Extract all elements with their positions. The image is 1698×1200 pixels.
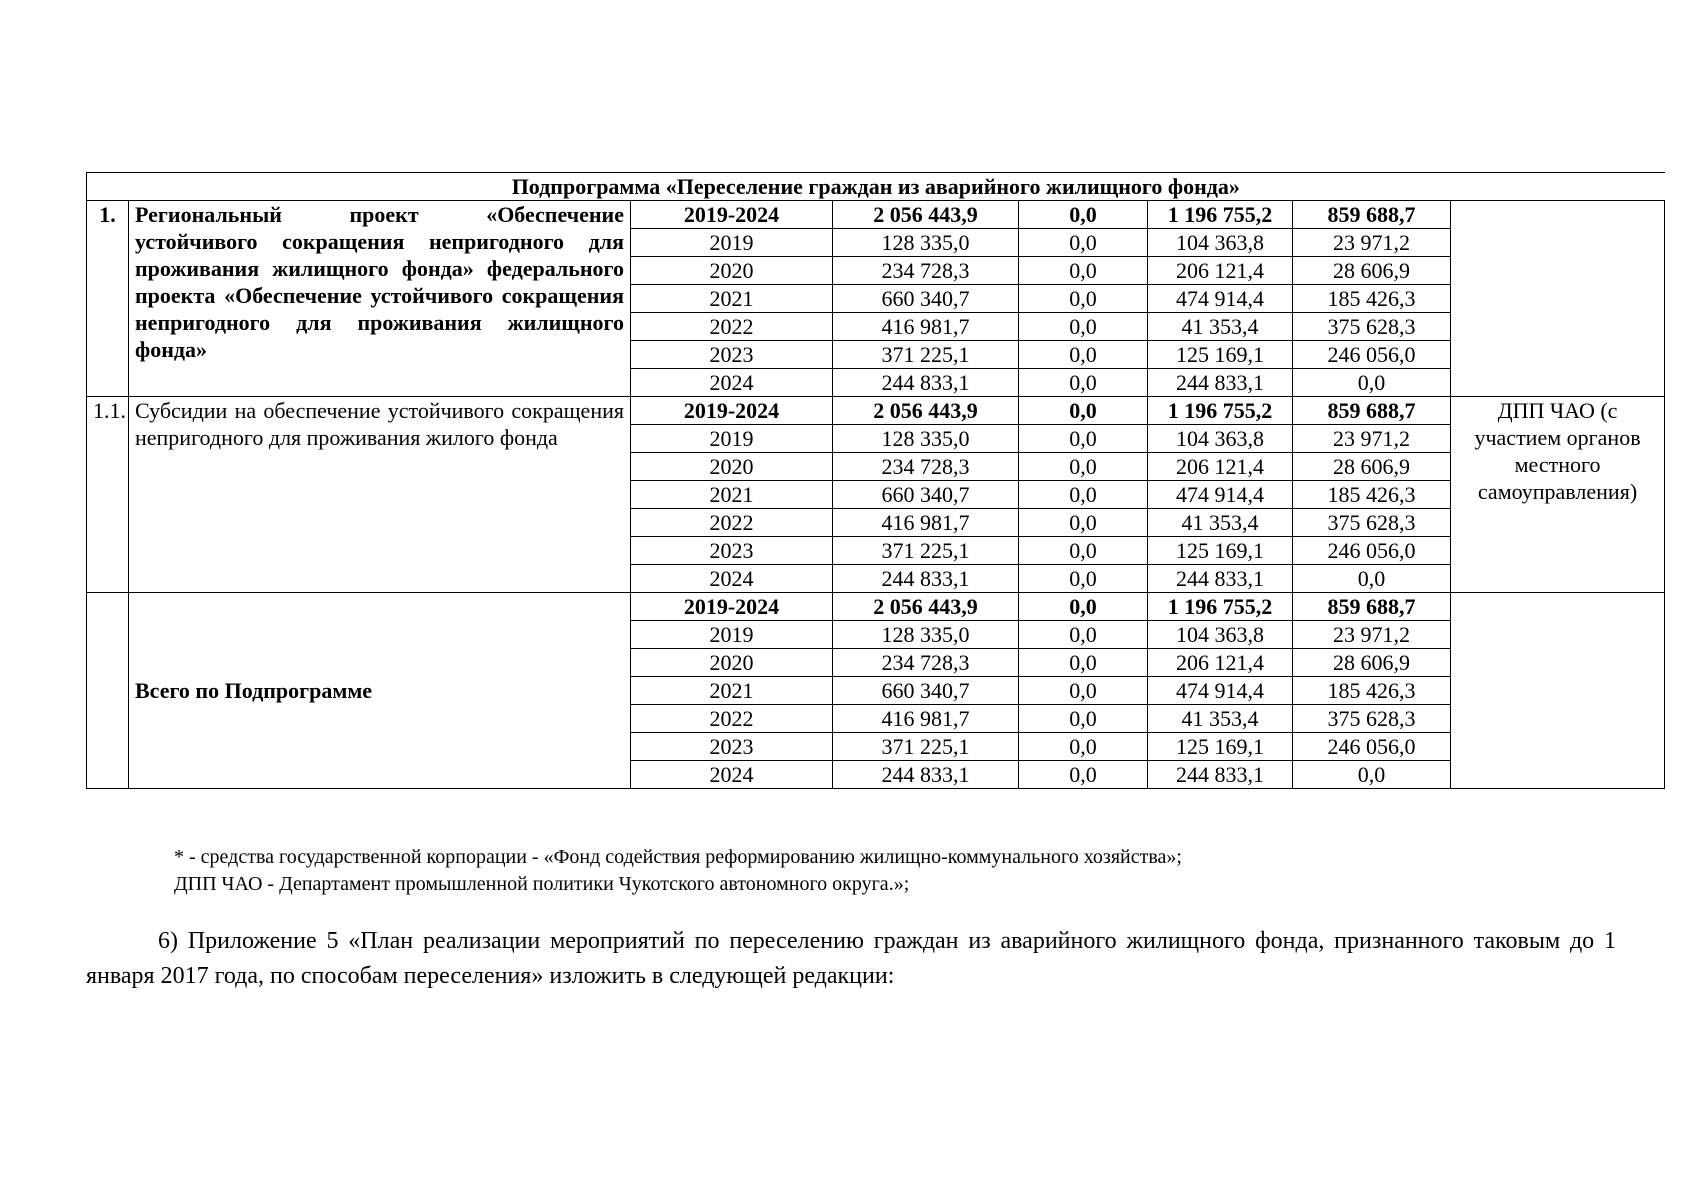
total-amount-cell: 660 340,7	[833, 481, 1019, 509]
total-amount-cell: 2 056 443,9	[833, 397, 1019, 425]
total-amount-cell: 371 225,1	[833, 537, 1019, 565]
federal-amount-cell: 1 196 755,2	[1148, 201, 1293, 229]
fund-amount-cell: 0,0	[1019, 621, 1148, 649]
regional-amount-cell: 0,0	[1293, 565, 1451, 593]
fund-amount-cell: 0,0	[1019, 397, 1148, 425]
total-amount-cell: 244 833,1	[833, 369, 1019, 397]
federal-amount-cell: 104 363,8	[1148, 425, 1293, 453]
footnotes	[174, 844, 1182, 898]
fund-amount-cell: 0,0	[1019, 509, 1148, 537]
regional-amount-cell: 859 688,7	[1293, 201, 1451, 229]
total-label: Всего по Подпрограмме	[129, 593, 631, 789]
responsible-executor: ДПП ЧАО (с участием органов местного самоуправления)	[1451, 397, 1665, 593]
regional-amount-cell: 185 426,3	[1293, 481, 1451, 509]
federal-amount-cell: 104 363,8	[1148, 621, 1293, 649]
period-cell: 2022	[631, 509, 833, 537]
period-cell: 2022	[631, 313, 833, 341]
total-amount-cell: 234 728,3	[833, 453, 1019, 481]
period-cell: 2023	[631, 733, 833, 761]
period-cell: 2021	[631, 677, 833, 705]
federal-amount-cell: 206 121,4	[1148, 257, 1293, 285]
table-title-row	[87, 173, 1665, 201]
federal-amount-cell: 244 833,1	[1148, 761, 1293, 789]
regional-amount-cell: 23 971,2	[1293, 621, 1451, 649]
regional-amount-cell: 185 426,3	[1293, 285, 1451, 313]
federal-amount-cell: 206 121,4	[1148, 453, 1293, 481]
period-cell: 2020	[631, 453, 833, 481]
fund-amount-cell: 0,0	[1019, 453, 1148, 481]
federal-amount-cell: 474 914,4	[1148, 481, 1293, 509]
federal-amount-cell: 125 169,1	[1148, 733, 1293, 761]
period-cell: 2021	[631, 285, 833, 313]
total-amount-cell: 244 833,1	[833, 565, 1019, 593]
period-cell: 2023	[631, 341, 833, 369]
fund-amount-cell: 0,0	[1019, 537, 1148, 565]
federal-amount-cell: 125 169,1	[1148, 537, 1293, 565]
period-cell: 2024	[631, 761, 833, 789]
fund-amount-cell: 0,0	[1019, 649, 1148, 677]
fund-amount-cell: 0,0	[1019, 733, 1148, 761]
regional-amount-cell: 23 971,2	[1293, 425, 1451, 453]
federal-amount-cell: 1 196 755,2	[1148, 593, 1293, 621]
amendment-paragraph	[86, 924, 1616, 994]
fund-amount-cell: 0,0	[1019, 761, 1148, 789]
federal-amount-cell: 1 196 755,2	[1148, 397, 1293, 425]
period-cell: 2020	[631, 649, 833, 677]
regional-amount-cell: 375 628,3	[1293, 313, 1451, 341]
amendment-text: 6) Приложение 5 «План реализации мероприятий по переселению граждан из аварийного жилищного фонда, признанного таковым до 1 января 2017 года, по способам переселения» изложить в следующей редакции:	[86, 928, 1616, 989]
regional-amount-cell: 28 606,9	[1293, 257, 1451, 285]
total-amount-cell: 416 981,7	[833, 509, 1019, 537]
total-amount-cell: 416 981,7	[833, 313, 1019, 341]
period-cell: 2019-2024	[631, 201, 833, 229]
fund-amount-cell: 0,0	[1019, 285, 1148, 313]
regional-amount-cell: 185 426,3	[1293, 677, 1451, 705]
total-amount-cell: 128 335,0	[833, 229, 1019, 257]
regional-amount-cell: 28 606,9	[1293, 649, 1451, 677]
period-cell: 2024	[631, 369, 833, 397]
period-cell: 2024	[631, 565, 833, 593]
section-label: Региональный проект «Обеспечение устойчивого сокращения непригодного для проживания жилищного фонда» федерального проекта «Обеспечение устойчивого сокращения непригодного для проживания жилищного фонда»	[129, 201, 631, 397]
fund-amount-cell: 0,0	[1019, 705, 1148, 733]
period-cell: 2019	[631, 425, 833, 453]
fund-amount-cell: 0,0	[1019, 341, 1148, 369]
table-row	[87, 593, 1665, 621]
federal-amount-cell: 125 169,1	[1148, 341, 1293, 369]
fund-amount-cell: 0,0	[1019, 425, 1148, 453]
total-amount-cell: 244 833,1	[833, 761, 1019, 789]
responsible-executor	[1451, 201, 1665, 397]
total-amount-cell: 416 981,7	[833, 705, 1019, 733]
total-amount-cell: 660 340,7	[833, 677, 1019, 705]
period-cell: 2022	[631, 705, 833, 733]
period-cell: 2019	[631, 621, 833, 649]
period-cell: 2019-2024	[631, 397, 833, 425]
federal-amount-cell: 104 363,8	[1148, 229, 1293, 257]
total-amount-cell: 234 728,3	[833, 257, 1019, 285]
fund-amount-cell: 0,0	[1019, 313, 1148, 341]
federal-amount-cell: 41 353,4	[1148, 705, 1293, 733]
fund-amount-cell: 0,0	[1019, 257, 1148, 285]
section-index: 1.	[87, 201, 129, 397]
federal-amount-cell: 206 121,4	[1148, 649, 1293, 677]
federal-amount-cell: 244 833,1	[1148, 369, 1293, 397]
finance-table	[86, 172, 1665, 789]
total-amount-cell: 128 335,0	[833, 621, 1019, 649]
fund-amount-cell: 0,0	[1019, 565, 1148, 593]
total-amount-cell: 371 225,1	[833, 733, 1019, 761]
subprogram-title: Подпрограмма «Переселение граждан из аварийного жилищного фонда»	[87, 173, 1665, 201]
federal-amount-cell: 244 833,1	[1148, 565, 1293, 593]
section-index	[87, 593, 129, 789]
section-label: Субсидии на обеспечение устойчивого сокращения непригодного для проживания жилого фонда	[129, 397, 631, 593]
period-cell: 2023	[631, 537, 833, 565]
regional-amount-cell: 246 056,0	[1293, 537, 1451, 565]
table-row	[87, 201, 1665, 229]
federal-amount-cell: 474 914,4	[1148, 677, 1293, 705]
federal-amount-cell: 41 353,4	[1148, 313, 1293, 341]
regional-amount-cell: 859 688,7	[1293, 593, 1451, 621]
total-amount-cell: 371 225,1	[833, 341, 1019, 369]
period-cell: 2020	[631, 257, 833, 285]
regional-amount-cell: 859 688,7	[1293, 397, 1451, 425]
total-amount-cell: 128 335,0	[833, 425, 1019, 453]
period-cell: 2021	[631, 481, 833, 509]
regional-amount-cell: 246 056,0	[1293, 341, 1451, 369]
fund-amount-cell: 0,0	[1019, 593, 1148, 621]
regional-amount-cell: 0,0	[1293, 369, 1451, 397]
regional-amount-cell: 28 606,9	[1293, 453, 1451, 481]
regional-amount-cell: 375 628,3	[1293, 705, 1451, 733]
federal-amount-cell: 474 914,4	[1148, 285, 1293, 313]
table-row	[87, 397, 1665, 425]
total-amount-cell: 660 340,7	[833, 285, 1019, 313]
fund-amount-cell: 0,0	[1019, 677, 1148, 705]
fund-amount-cell: 0,0	[1019, 481, 1148, 509]
fund-amount-cell: 0,0	[1019, 201, 1148, 229]
fund-amount-cell: 0,0	[1019, 229, 1148, 257]
section-index: 1.1.	[87, 397, 129, 593]
total-amount-cell: 2 056 443,9	[833, 201, 1019, 229]
responsible-executor	[1451, 593, 1665, 789]
total-amount-cell: 2 056 443,9	[833, 593, 1019, 621]
footnote-asterisk: * - средства государственной корпорации - «Фонд содействия реформированию жилищно-коммунального хозяйства»;	[174, 846, 1182, 868]
regional-amount-cell: 0,0	[1293, 761, 1451, 789]
total-amount-cell: 234 728,3	[833, 649, 1019, 677]
footnote-abbreviation: ДПП ЧАО - Департамент промышленной политики Чукотского автономного округа.»;	[174, 873, 910, 895]
federal-amount-cell: 41 353,4	[1148, 509, 1293, 537]
regional-amount-cell: 246 056,0	[1293, 733, 1451, 761]
fund-amount-cell: 0,0	[1019, 369, 1148, 397]
regional-amount-cell: 23 971,2	[1293, 229, 1451, 257]
regional-amount-cell: 375 628,3	[1293, 509, 1451, 537]
period-cell: 2019-2024	[631, 593, 833, 621]
period-cell: 2019	[631, 229, 833, 257]
